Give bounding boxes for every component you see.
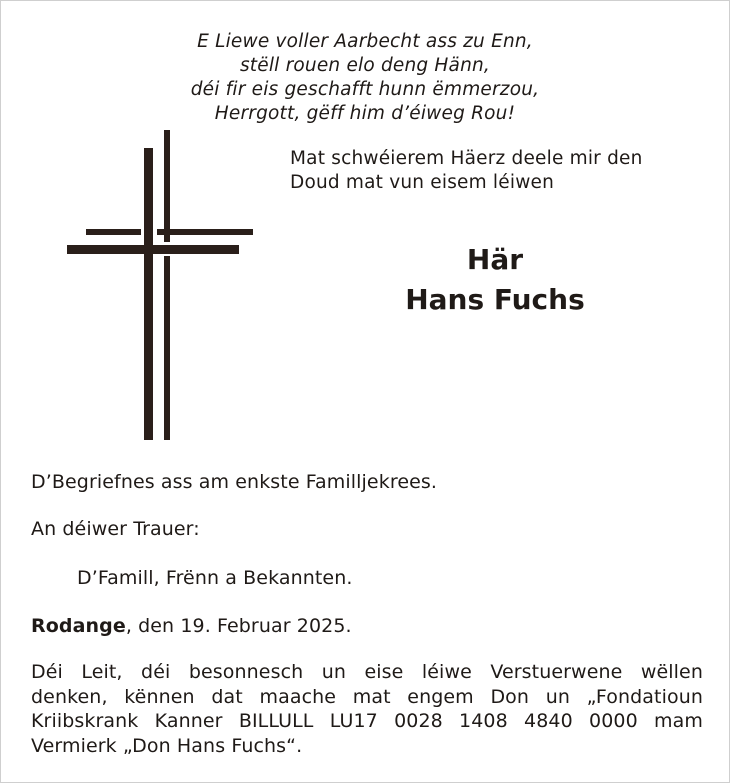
announcement — [290, 147, 710, 195]
deceased-name: Hans Fuchs — [405, 283, 585, 316]
burial-note: D’Begriefnes ass am enkste Familljekrees. — [31, 471, 438, 493]
donation-note — [31, 660, 703, 758]
poem-line: stëll rouen elo deng Hänn, — [239, 55, 491, 76]
poem-line: déi fir eis geschafft hunn ëmmerzou, — [190, 79, 540, 100]
place-date — [31, 614, 703, 638]
poem-line: E Liewe voller Aarbecht ass zu Enn, — [197, 31, 533, 52]
mourners-label: An déiwer Trauer: — [31, 518, 200, 540]
cross-icon — [60, 128, 260, 443]
deceased-name-block — [360, 240, 630, 320]
donation-line: Kriibskrank Kanner BILLULL LU17 0028 1408 4840 0000 mam — [31, 710, 703, 732]
deceased-title: Här — [466, 243, 524, 276]
donation-line: denken, kënnen dat maache mat engem Don un „Fondatioun — [31, 685, 703, 708]
announcement-line: Doud mat vun eisem léiwen — [290, 172, 555, 193]
donation-line: Vermierk „Don Hans Fuchs“. — [31, 734, 303, 757]
mourners-names: D’Famill, Frënn a Bekannten. — [77, 567, 353, 589]
place: Rodange — [31, 615, 126, 637]
donation-line: Déi Leit, déi besonnesch un eise léiwe Verstuerwene wëllen — [31, 661, 703, 683]
announcement-line: Mat schwéierem Häerz deele mir den — [290, 148, 643, 169]
poem — [150, 30, 580, 126]
poem-line: Herrgott, gëff him d’éiweg Rou! — [214, 103, 516, 124]
date: , den 19. Februar 2025. — [125, 615, 352, 637]
